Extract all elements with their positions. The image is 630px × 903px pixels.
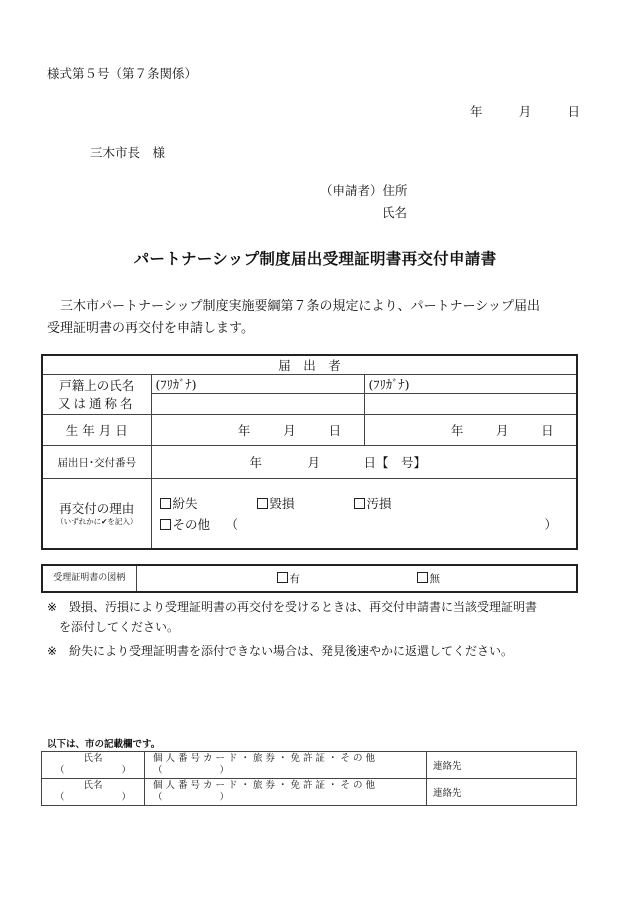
office-use-table — [41, 751, 577, 806]
date-day-label: 日 — [567, 104, 580, 119]
note-mark: ※ — [47, 600, 58, 614]
office-id-text: 個人番号カード・旅券・免許証・その他 — [153, 753, 379, 764]
name-field-2[interactable] — [364, 394, 577, 415]
birth-day-label: 日 — [541, 423, 554, 438]
design-options — [136, 565, 577, 592]
office-name-paren: （ ） — [54, 792, 131, 803]
reason-label-text: 再交付の理由 — [59, 501, 135, 517]
birthdate-field-1[interactable] — [151, 415, 364, 446]
design-yes-label: 有 — [289, 573, 300, 585]
birth-year-label: 年 — [450, 423, 464, 438]
soiled-label: 汚損 — [366, 495, 392, 511]
design-no-label: 無 — [429, 573, 440, 585]
note-item — [47, 597, 592, 617]
note-item — [47, 641, 592, 661]
office-id-paren: （ ） — [153, 792, 230, 803]
birth-day-label: 日 — [328, 423, 342, 438]
note-text: 紛失により受理証明書を添付できない場合は、発見後速やかに返還してください。 — [69, 644, 514, 658]
document-title: パートナーシップ制度届出受理証明書再交付申請書 — [133, 249, 497, 268]
office-id-cell[interactable] — [145, 752, 427, 779]
note-text: 毀損、汚損により受理証明書の再交付を受けるときは、再交付申請書に当該受理証明書 — [69, 600, 538, 614]
name-label — [42, 375, 151, 415]
soiled-checkbox[interactable] — [354, 498, 365, 509]
birthdate-field-2[interactable] — [364, 415, 577, 446]
notification-day-label: 日 — [363, 455, 377, 470]
name-field-1[interactable] — [151, 394, 364, 415]
design-label: 受理証明書の図柄 — [42, 565, 136, 592]
lost-label: 紛失 — [172, 495, 198, 511]
office-contact-cell[interactable]: 連絡先 — [427, 752, 577, 779]
section-header: 届 出 者 — [42, 355, 577, 375]
design-no-option[interactable] — [417, 571, 441, 586]
date-year-label: 年 — [470, 104, 483, 119]
reason-lost-option[interactable] — [160, 494, 257, 512]
notification-year-label: 年 — [249, 455, 263, 470]
intro-line-1: 三木市パートナーシップ制度実施要綱第７条の規定により、パートナーシップ届出 — [47, 299, 540, 314]
certificate-design-table — [41, 564, 578, 593]
note-mark: ※ — [47, 644, 58, 658]
notification-label: 届出日･交付番号 — [42, 446, 151, 479]
submission-date — [470, 102, 580, 120]
damaged-label: 毀損 — [269, 495, 295, 511]
lost-checkbox[interactable] — [160, 498, 171, 509]
other-label: その他 — [172, 516, 211, 532]
form-number: 様式第５号（第７条関係） — [47, 66, 198, 81]
notification-month-label: 月 — [307, 455, 321, 470]
damaged-checkbox[interactable] — [257, 498, 268, 509]
other-close-paren: ） — [544, 516, 558, 532]
reason-other-option[interactable] — [160, 515, 226, 533]
design-no-checkbox[interactable] — [417, 572, 428, 583]
name-label-line-2: 又は通称名 — [57, 395, 136, 411]
birth-month-label: 月 — [496, 423, 509, 438]
birth-month-label: 月 — [283, 423, 296, 438]
birthdate-label: 生 年 月 日 — [42, 415, 151, 446]
note-continuation: を添付してください。 — [59, 620, 180, 634]
issue-number-bracket: 【 号】 — [376, 455, 427, 470]
other-open-paren[interactable]: （ — [225, 516, 239, 532]
furigana-field-2[interactable]: (ﾌﾘｶﾞﾅ) — [364, 375, 577, 394]
reason-label — [42, 479, 151, 549]
addressee: 三木市長 様 — [90, 145, 166, 160]
office-id-paren: （ ） — [153, 765, 230, 776]
reason-soiled-option[interactable] — [354, 494, 392, 512]
intro-line-2: 受理証明書の再交付を申請します。 — [47, 321, 254, 336]
notes — [47, 597, 592, 661]
intro-text — [47, 296, 587, 340]
furigana-field-1[interactable]: (ﾌﾘｶﾞﾅ) — [151, 375, 364, 394]
reason-options — [151, 479, 577, 549]
notification-field[interactable] — [151, 446, 577, 479]
office-name-label: 氏名 — [83, 780, 103, 791]
office-contact-cell[interactable]: 連絡先 — [427, 779, 577, 806]
office-name-cell[interactable] — [42, 779, 145, 806]
design-yes-option[interactable] — [277, 571, 417, 586]
office-name-paren: （ ） — [54, 765, 131, 776]
birth-year-label: 年 — [237, 423, 251, 438]
applicant-address-label: （申請者）住所 — [320, 183, 408, 198]
office-id-cell[interactable] — [145, 779, 427, 806]
office-id-text: 個人番号カード・旅券・免許証・その他 — [153, 780, 379, 791]
office-name-cell[interactable] — [42, 752, 145, 779]
reason-note: （いずれかに✔を記入） — [56, 517, 138, 527]
office-name-label: 氏名 — [83, 753, 103, 764]
other-checkbox[interactable] — [160, 519, 171, 530]
date-month-label: 月 — [518, 104, 532, 119]
reason-damaged-option[interactable] — [257, 494, 354, 512]
design-yes-checkbox[interactable] — [277, 572, 288, 583]
applicant-form-table — [41, 354, 578, 550]
applicant-name-label: 氏名 — [382, 205, 408, 220]
name-label-line-1: 戸籍上の氏名 — [59, 377, 135, 393]
office-use-label: 以下は、市の記載欄です。 — [47, 739, 161, 750]
